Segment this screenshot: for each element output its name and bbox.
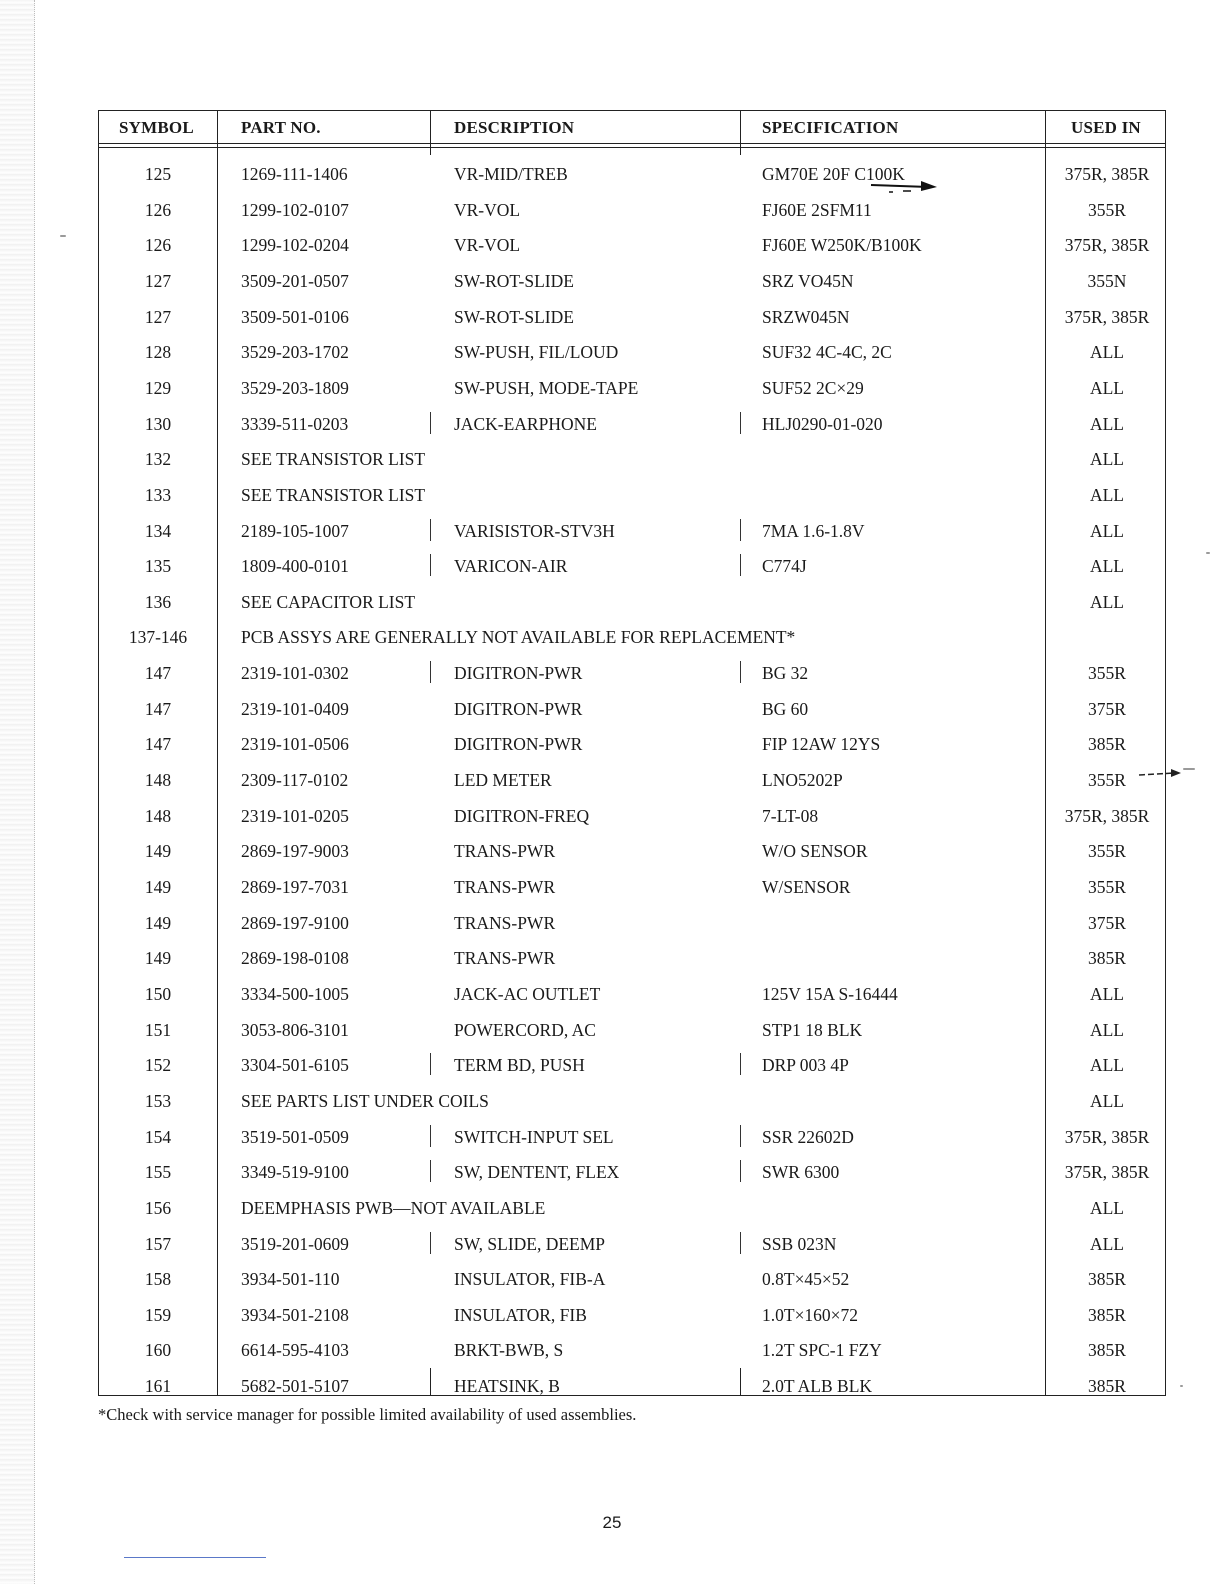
table-row [99,299,1167,334]
table-row [99,691,1167,726]
cell-used-in: 355R [1088,199,1126,220]
row-gap-mask [734,975,747,1012]
cell-symbol: 150 [144,983,172,1004]
row-divider-tick [430,1053,431,1075]
cell-used-in: ALL [1089,484,1125,505]
row-gap-mask [734,369,747,406]
cell-symbol: 151 [144,1019,172,1040]
scan-speck [1180,1385,1183,1387]
table-row [99,1047,1167,1082]
table-row [99,726,1167,761]
cell-description: SW-ROT-SLIDE [454,306,574,327]
cell-symbol: 137-146 [128,627,188,648]
table-row [99,1226,1167,1261]
cell-description: DIGITRON-PWR [454,734,583,755]
cell-symbol: 152 [144,1055,172,1076]
cell-symbol: 154 [144,1126,172,1147]
cell-used-in: 375R [1088,912,1126,933]
cell-description: SW-PUSH, MODE-TAPE [454,377,639,398]
cell-specification: FJ60E W250K/B100K [762,235,922,256]
cell-part-no: 3519-201-0609 [241,1233,349,1254]
cell-used-in: 355N [1087,270,1127,291]
cell-used-in: ALL [1089,1197,1125,1218]
cell-specification: SUF52 2C×29 [762,377,864,398]
cell-used-in: 355R [1088,877,1126,897]
row-gap-mask [424,1011,437,1048]
cell-symbol: 149 [144,948,172,969]
cell-part-no: 3349-519-9100 [241,1162,349,1183]
row-divider-tick [430,519,431,541]
row-divider-tick [740,412,741,434]
cell-note: SEE TRANSISTOR LIST [241,484,426,505]
cell-specification: SSB 023N [762,1233,837,1254]
table-row [99,1297,1167,1332]
table-row [99,1261,1167,1296]
cell-used-in: 385R [1088,948,1126,969]
cell-description: SW, DENTENT, FLEX [454,1162,620,1183]
row-gap-mask [424,868,437,905]
cell-symbol: 129 [144,377,172,398]
table-row [99,905,1167,940]
row-gap-mask [734,904,747,941]
row-gap-mask [734,797,747,834]
row-gap-mask [734,761,747,798]
table-row [99,762,1167,797]
cell-specification: BG 32 [762,663,809,684]
cell-description: TRANS-PWR [454,912,556,933]
scan-speck [60,235,66,237]
cell-used-in: 375R, 385R [1064,805,1150,826]
cell-description: TRANS-PWR [454,877,556,897]
cell-used-in: ALL [1089,377,1125,398]
row-divider-tick [740,1160,741,1182]
cell-symbol: 125 [144,164,172,184]
cell-part-no: 3509-201-0507 [241,270,349,291]
table-row [99,441,1167,476]
cell-specification: W/O SENSOR [762,841,868,862]
table-row [99,655,1167,690]
cell-description: VARICON-AIR [454,556,568,577]
cell-used-in: ALL [1089,983,1125,1004]
cell-symbol: 155 [144,1162,172,1183]
row-gap-mask [424,797,437,834]
table-row [99,548,1167,583]
row-gap-mask [734,191,747,228]
cell-part-no: 3529-203-1702 [241,342,349,363]
cell-specification: HLJ0290-01-020 [762,413,883,434]
cell-specification: BG 60 [762,698,809,719]
cell-used-in: ALL [1089,1233,1125,1254]
row-gap-mask [734,1260,747,1297]
cell-part-no: 2869-197-9100 [241,912,349,933]
cell-symbol: 149 [144,912,172,933]
row-gap-mask [734,262,747,299]
cell-specification: SUF32 4C-4C, 2C [762,342,892,363]
row-gap-mask [424,1331,437,1368]
cell-part-no: 2869-198-0108 [241,948,349,969]
row-gap-mask [424,904,437,941]
row-gap-mask [424,1296,437,1333]
cell-part-no: 3053-806-3101 [241,1019,349,1040]
cell-specification: LNO5202P [762,770,843,791]
cell-part-no: 2319-101-0205 [241,805,349,826]
cell-used-in: ALL [1089,1090,1125,1111]
cell-symbol: 132 [144,449,172,470]
cell-symbol: 127 [144,306,172,327]
cell-specification: W/SENSOR [762,877,851,897]
row-gap-mask [424,1260,437,1297]
row-divider-tick [430,1125,431,1147]
cell-description: SWITCH-INPUT SEL [454,1126,614,1147]
cell-symbol: 149 [144,877,172,897]
row-divider-tick [740,661,741,683]
cell-symbol: 126 [144,199,172,220]
row-gap-mask [424,333,437,370]
cell-description: LED METER [454,770,552,791]
table-row [99,976,1167,1011]
scan-speck [1206,552,1210,554]
cell-used-in: 385R [1088,1269,1126,1290]
header-symbol: SYMBOL [119,118,194,137]
table-row [99,619,1167,654]
row-gap-mask [734,939,747,976]
row-divider-tick [430,412,431,434]
cell-used-in: ALL [1089,449,1125,470]
scan-speck [1183,768,1195,770]
footnote: *Check with service manager for possible limited availability of used assemblies. [98,1405,637,1424]
table-row [99,192,1167,227]
table-row [99,940,1167,975]
cell-part-no: 1809-400-0101 [241,556,349,577]
cell-description: SW-PUSH, FIL/LOUD [454,342,619,363]
cell-symbol: 153 [144,1090,172,1111]
header-description: DESCRIPTION [454,118,575,137]
row-divider-tick [430,1232,431,1254]
cell-part-no: 2189-105-1007 [241,520,349,541]
row-gap-mask [734,298,747,335]
cell-specification: 2.0T ALB BLK [762,1376,873,1397]
cell-specification: 0.8T×45×52 [762,1269,850,1290]
cell-description: DIGITRON-PWR [454,698,583,719]
row-gap-mask [734,832,747,869]
row-gap-mask [424,226,437,263]
row-gap-mask [734,226,747,263]
cell-used-in: ALL [1089,1019,1125,1040]
cell-symbol: 147 [144,734,172,755]
cell-used-in: ALL [1089,413,1125,434]
cell-symbol: 160 [144,1340,172,1361]
row-divider-tick [430,554,431,576]
row-divider-tick [740,1232,741,1254]
cell-specification: DRP 003 4P [762,1055,849,1076]
cell-used-in: 375R [1088,698,1126,719]
table-row [99,227,1167,262]
cell-description: VR-MID/TREB [454,164,568,184]
table-row [99,1012,1167,1047]
header-rule [99,143,1165,144]
row-gap-mask [424,939,437,976]
cell-part-no: 1299-102-0107 [241,199,349,220]
cell-used-in: ALL [1089,520,1125,541]
handwritten-arrow-mark [869,175,939,195]
row-gap-mask [734,725,747,762]
cell-description: VARISISTOR-STV3H [454,520,615,541]
cell-symbol: 161 [144,1376,172,1397]
table-row [99,584,1167,619]
page-number: 25 [602,1513,622,1532]
cell-part-no: 1299-102-0204 [241,235,349,256]
cell-used-in: 375R, 385R [1064,1126,1150,1147]
cell-symbol: 158 [144,1269,172,1290]
header-part-no: PART NO. [241,118,321,137]
cell-part-no: 5682-501-5107 [241,1376,349,1397]
row-gap-mask [424,369,437,406]
cell-part-no: 3934-501-110 [241,1269,340,1290]
row-gap-mask [424,690,437,727]
cell-description: JACK-AC OUTLET [454,983,601,1004]
cell-note: SEE PARTS LIST UNDER COILS [241,1090,489,1111]
cell-description: TRANS-PWR [454,948,556,969]
cell-note: PCB ASSYS ARE GENERALLY NOT AVAILABLE FOR REPLACEMENT* [241,627,796,648]
cell-description: TRANS-PWR [454,841,556,862]
cell-part-no: 2309-117-0102 [241,770,349,791]
table-row [99,334,1167,369]
cell-specification: SWR 6300 [762,1162,840,1183]
table-row [99,869,1167,904]
cell-symbol: 136 [144,591,172,612]
cell-part-no: 2869-197-9003 [241,841,349,862]
row-gap-mask [424,761,437,798]
table-row [99,477,1167,512]
cell-note: DEEMPHASIS PWB—NOT AVAILABLE [241,1197,546,1218]
cell-symbol: 148 [144,805,172,826]
cell-part-no: 6614-595-4103 [241,1340,349,1361]
cell-used-in: ALL [1089,1055,1125,1076]
cell-specification: FJ60E 2SFM11 [762,199,872,220]
row-gap-mask [734,868,747,905]
table-row [99,1190,1167,1225]
cell-symbol: 157 [144,1233,172,1254]
cell-used-in: 375R, 385R [1064,1162,1150,1183]
cell-specification: 1.0T×160×72 [762,1304,859,1325]
cell-specification: SRZW045N [762,306,850,327]
scan-line [124,1557,266,1558]
cell-used-in: 375R, 385R [1064,235,1150,256]
cell-part-no: 3334-500-1005 [241,983,349,1004]
cell-used-in: 385R [1088,1340,1126,1361]
row-gap-mask [424,262,437,299]
cell-specification: SRZ VO45N [762,270,854,291]
cell-part-no: 2869-197-7031 [241,877,349,897]
cell-part-no: 1269-111-1406 [241,164,348,184]
cell-symbol: 128 [144,342,172,363]
row-gap-mask [734,333,747,370]
cell-used-in: ALL [1089,556,1125,577]
cell-symbol: 149 [144,841,172,862]
cell-used-in: 385R [1088,1376,1126,1397]
cell-specification: C774J [762,556,807,577]
row-gap-mask [424,725,437,762]
row-gap-mask [424,832,437,869]
cell-symbol: 135 [144,556,172,577]
cell-used-in: 355R [1088,663,1126,684]
cell-specification: GM70E 20F C100K [762,164,905,184]
row-divider-tick [740,1053,741,1075]
row-gap-mask [424,298,437,335]
cell-description: DIGITRON-PWR [454,663,583,684]
row-gap-mask [734,1296,747,1333]
table-row [99,156,1167,191]
cell-part-no: 2319-101-0506 [241,734,349,755]
cell-specification: STP1 18 BLK [762,1019,863,1040]
cell-part-no: 3339-511-0203 [241,413,349,434]
cell-part-no: 2319-101-0409 [241,698,349,719]
cell-symbol: 133 [144,484,172,505]
cell-used-in: 375R, 385R [1064,164,1150,184]
cell-description: SW-ROT-SLIDE [454,270,574,291]
cell-part-no: 2319-101-0302 [241,663,349,684]
row-gap-mask [734,1331,747,1368]
cell-part-no: 3509-501-0106 [241,306,349,327]
cell-description: INSULATOR, FIB-A [454,1269,606,1290]
cell-description: POWERCORD, AC [454,1019,596,1040]
cell-specification: 1.2T SPC-1 FZY [762,1340,882,1361]
cell-used-in: 355R [1088,770,1126,791]
cell-used-in: 375R, 385R [1064,306,1150,327]
cell-symbol: 147 [144,663,172,684]
table-row [99,1119,1167,1154]
cell-description: BRKT-BWB, S [454,1340,564,1361]
cell-used-in: ALL [1089,342,1125,363]
scan-edge [0,0,35,1584]
table-row [99,1368,1167,1403]
header-specification: SPECIFICATION [762,118,899,137]
table-row [99,370,1167,405]
table-row [99,406,1167,441]
cell-description: SW, SLIDE, DEEMP [454,1233,606,1254]
parts-table [98,110,1166,1396]
cell-symbol: 147 [144,698,172,719]
cell-note: SEE TRANSISTOR LIST [241,449,426,470]
row-divider-tick [740,1125,741,1147]
cell-description: INSULATOR, FIB [454,1304,587,1325]
cell-description: TERM BD, PUSH [454,1055,585,1076]
cell-symbol: 134 [144,520,172,541]
cell-description: VR-VOL [454,199,521,220]
header-rule [99,147,1165,148]
row-divider-tick [740,519,741,541]
table-row [99,798,1167,833]
cell-specification: 7-LT-08 [762,805,819,826]
cell-specification: FIP 12AW 12YS [762,734,881,755]
row-gap-mask [424,975,437,1012]
row-gap-mask [734,690,747,727]
cell-part-no: 3304-501-6105 [241,1055,349,1076]
table-row [99,1154,1167,1189]
cell-symbol: 159 [144,1304,172,1325]
table-row [99,263,1167,298]
cell-used-in: 355R [1088,841,1126,862]
handwritten-arrow-mark [1137,767,1183,781]
row-gap-mask [734,155,747,192]
cell-description: JACK-EARPHONE [454,413,597,434]
row-gap-mask [424,191,437,228]
cell-part-no: 3529-203-1809 [241,377,349,398]
cell-description: HEATSINK, B [454,1376,560,1397]
cell-description: DIGITRON-FREQ [454,805,590,826]
cell-used-in: 385R [1088,734,1126,755]
table-row [99,1332,1167,1367]
cell-specification: SSR 22602D [762,1126,854,1147]
cell-specification: 125V 15A S-16444 [762,983,898,1004]
row-gap-mask [424,155,437,192]
cell-used-in: 385R [1088,1304,1126,1325]
cell-symbol: 156 [144,1197,172,1218]
cell-part-no: 3934-501-2108 [241,1304,349,1325]
table-row [99,1083,1167,1118]
cell-symbol: 130 [144,413,172,434]
cell-symbol: 126 [144,235,172,256]
table-row [99,513,1167,548]
row-divider-tick [740,554,741,576]
table-row [99,833,1167,868]
cell-note: SEE CAPACITOR LIST [241,591,416,612]
row-gap-mask [734,1011,747,1048]
cell-description: VR-VOL [454,235,521,256]
cell-symbol: 148 [144,770,172,791]
row-divider-tick [430,1160,431,1182]
cell-used-in: ALL [1089,591,1125,612]
header-used-in: USED IN [1071,118,1141,137]
cell-part-no: 3519-501-0509 [241,1126,349,1147]
row-divider-tick [430,661,431,683]
cell-symbol: 127 [144,270,172,291]
cell-specification: 7MA 1.6-1.8V [762,520,865,541]
